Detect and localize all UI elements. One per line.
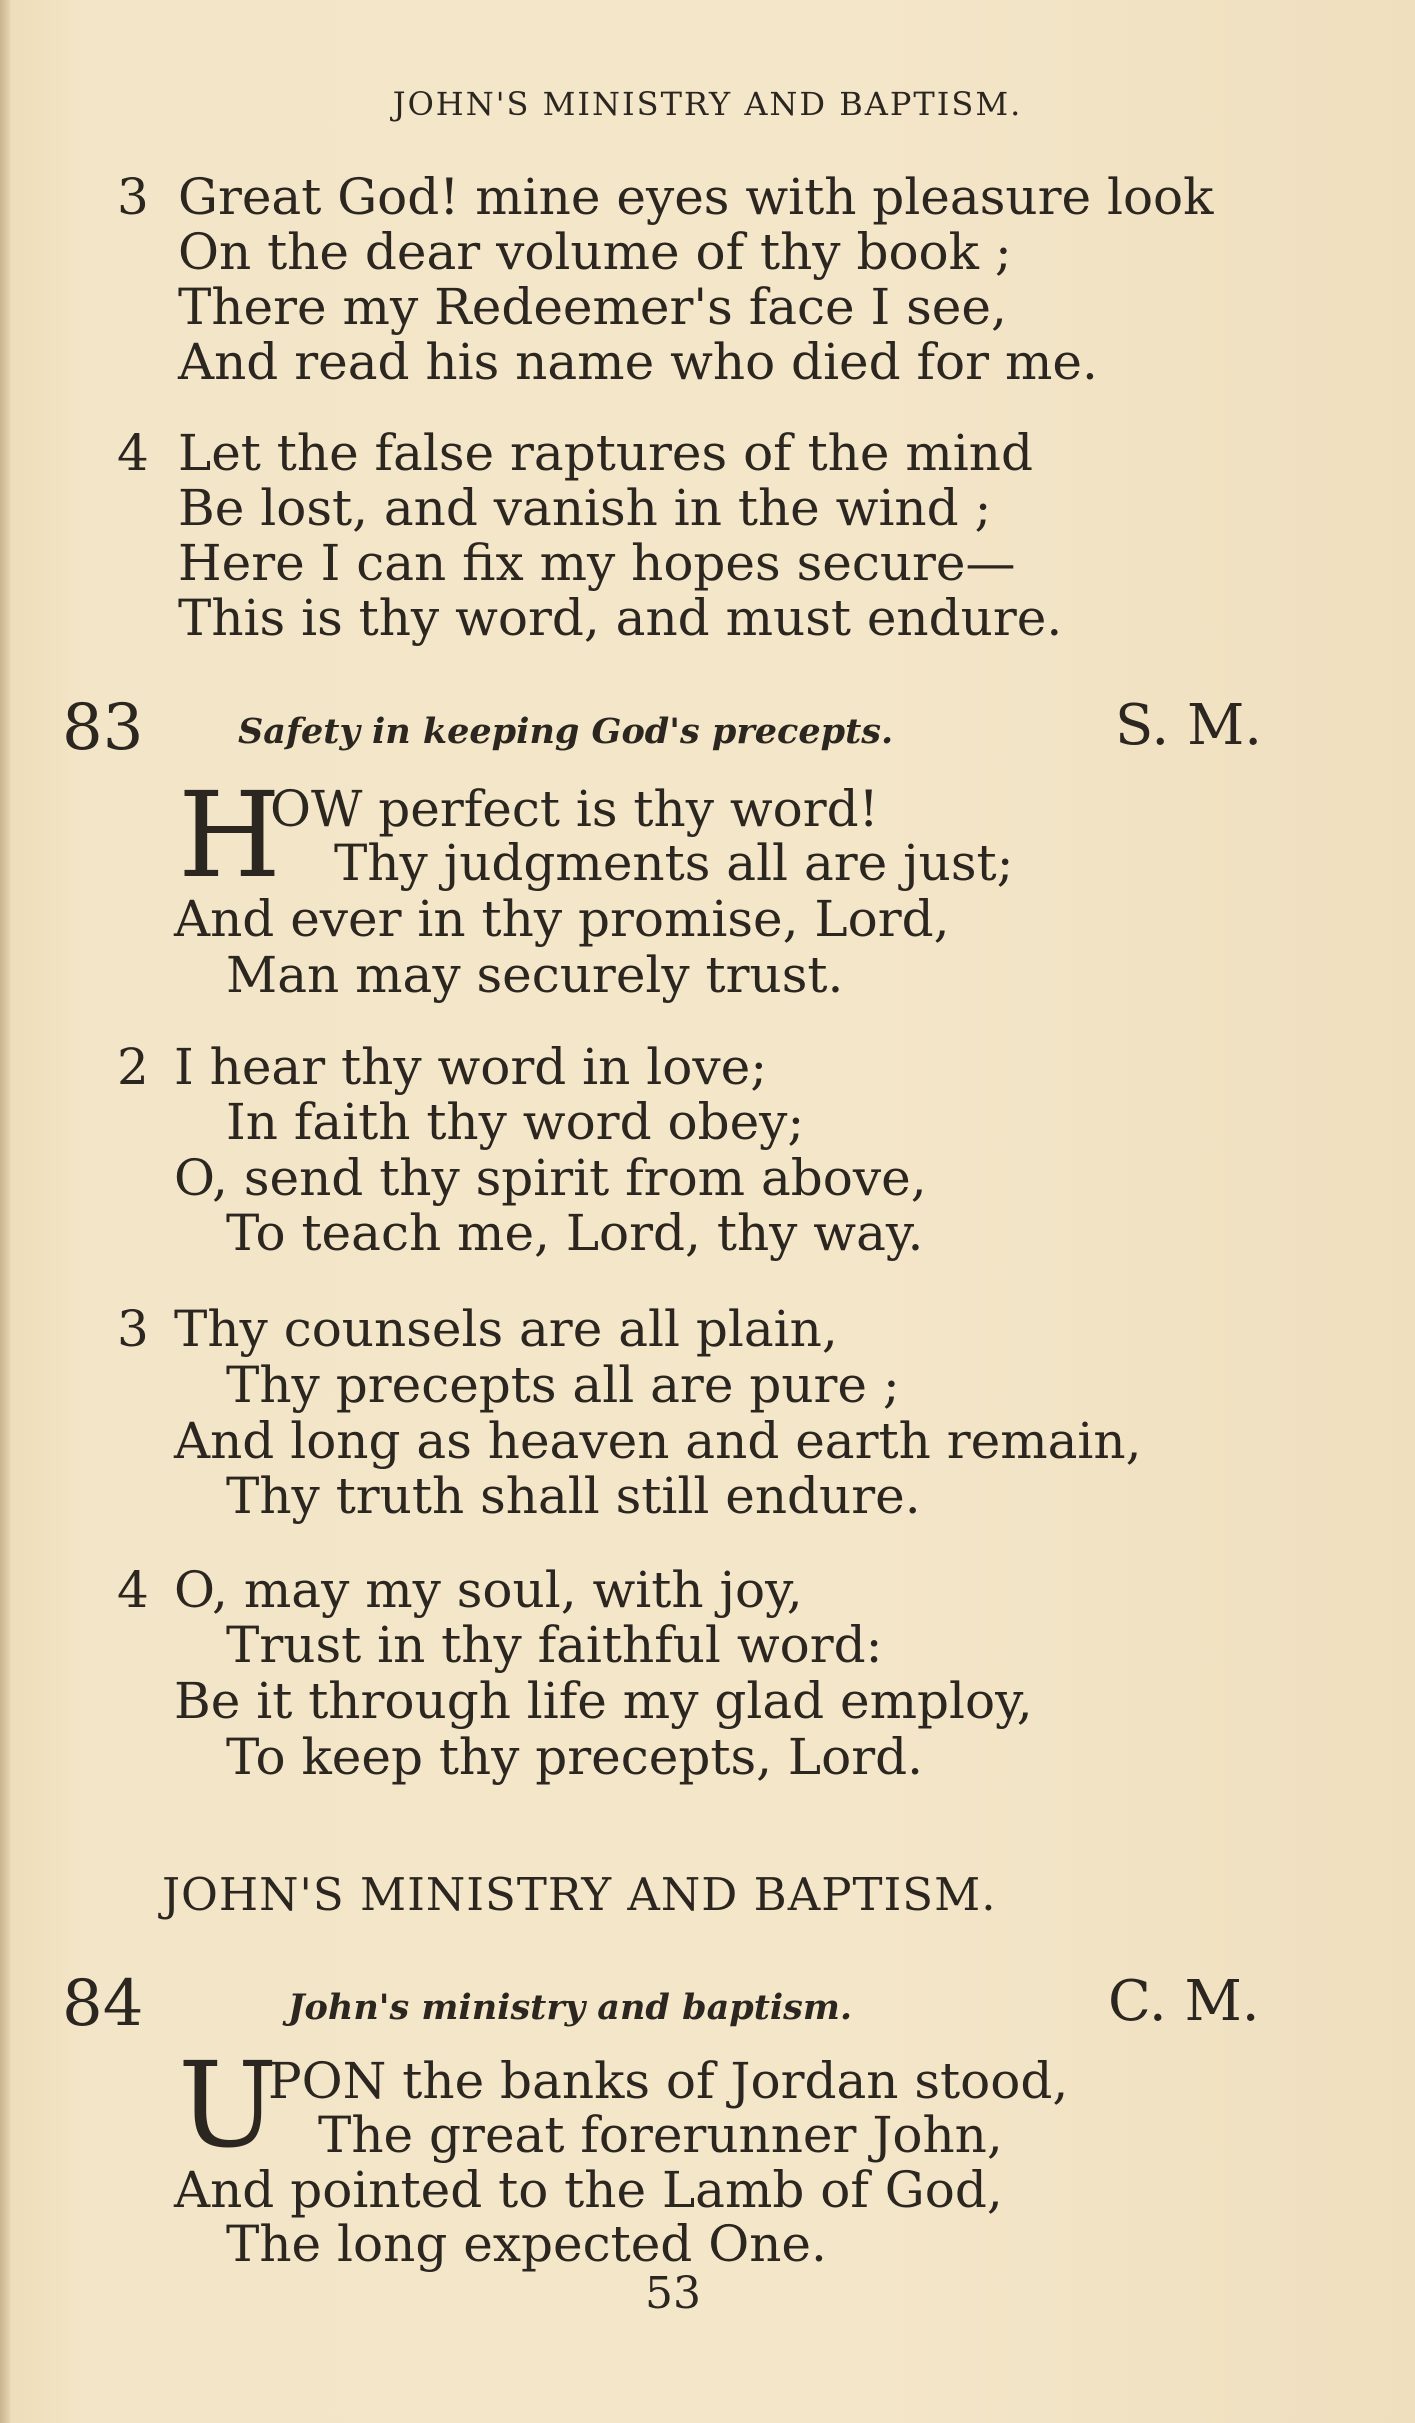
verse-line: On the dear volume of thy book ;: [178, 223, 1012, 281]
verse-line: And ever in thy promise, Lord,: [174, 890, 950, 948]
verse-line: To teach me, Lord, thy way.: [226, 1204, 924, 1262]
verse-line: The great forerunner John,: [318, 2106, 1003, 2164]
verse-line: And read his name who died for me.: [178, 333, 1098, 391]
verse-line: Thy truth shall still endure.: [226, 1467, 921, 1525]
verse-line: In faith thy word obey;: [226, 1093, 805, 1151]
verse-line: Great God! mine eyes with pleasure look: [178, 168, 1214, 226]
verse-line: The long expected One.: [226, 2215, 827, 2273]
verse-line: Thy precepts all are pure ;: [226, 1356, 900, 1414]
verse-line: Man may securely trust.: [226, 946, 844, 1004]
hymn-meter: C. M.: [1108, 1969, 1260, 2034]
stanza-number: 4: [117, 424, 149, 482]
verse-line: OW perfect is thy word!: [270, 780, 879, 838]
verse-line: Thy judgments all are just;: [334, 834, 1014, 892]
section-title: JOHN'S MINISTRY AND BAPTISM.: [162, 1868, 997, 1921]
verse-line: PON the banks of Jordan stood,: [268, 2052, 1069, 2110]
hymn-number: 84: [62, 1967, 144, 2041]
drop-cap: H: [178, 766, 281, 904]
verse-line: O, may my soul, with joy,: [174, 1561, 803, 1619]
page-number: 53: [645, 2268, 701, 2319]
drop-cap: U: [178, 2036, 278, 2174]
verse-line: I hear thy word in love;: [174, 1038, 768, 1096]
verse-line: There my Redeemer's face I see,: [178, 278, 1007, 336]
hymn-meter: S. M.: [1115, 693, 1263, 758]
hymn-number: 83: [62, 691, 144, 765]
running-head: JOHN'S MINISTRY AND BAPTISM.: [392, 85, 1023, 123]
verse-line: O, send thy spirit from above,: [174, 1149, 927, 1207]
verse-line: Thy counsels are all plain,: [174, 1300, 838, 1358]
stanza-number: 3: [117, 1300, 149, 1358]
hymn-subject: Safety in keeping God's precepts.: [238, 711, 894, 752]
verse-line: Here I can fix my hopes secure—: [178, 534, 1016, 592]
verse-line: Be lost, and vanish in the wind ;: [178, 479, 992, 537]
stanza-number: 2: [117, 1038, 149, 1096]
verse-line: This is thy word, and must endure.: [178, 589, 1063, 647]
verse-line: And pointed to the Lamb of God,: [174, 2161, 1003, 2219]
verse-line: And long as heaven and earth remain,: [174, 1412, 1142, 1470]
hymn-subject: John's ministry and baptism.: [288, 1987, 853, 2028]
binding-edge: [0, 0, 10, 2423]
verse-line: To keep thy precepts, Lord.: [226, 1728, 924, 1786]
verse-line: Let the false raptures of the mind: [178, 424, 1033, 482]
stanza-number: 3: [117, 168, 149, 226]
verse-line: Be it through life my glad employ,: [174, 1672, 1033, 1730]
verse-line: Trust in thy faithful word:: [226, 1616, 883, 1674]
stanza-number: 4: [117, 1561, 149, 1619]
